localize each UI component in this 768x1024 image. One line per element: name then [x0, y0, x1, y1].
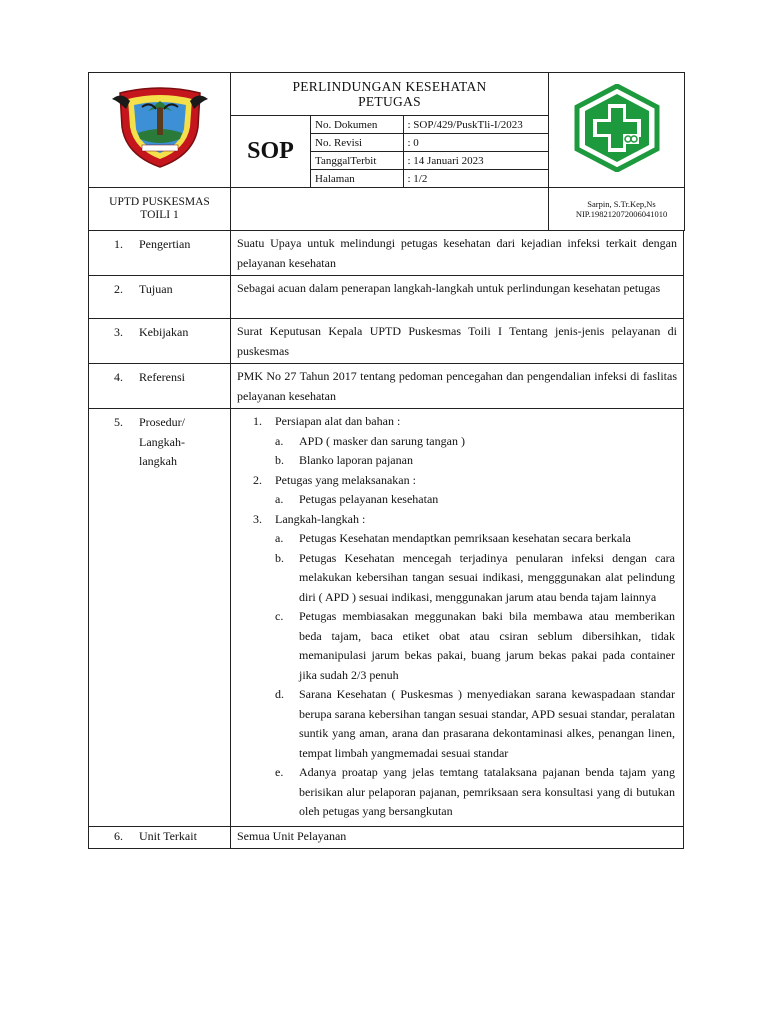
- item-text: Petugas pelayanan kesehatan: [299, 492, 439, 506]
- row-label: [89, 231, 231, 276]
- row-text: PMK No 27 Tahun 2017 tentang pedoman pencegahan dan pengendalian infeksi di faslitas pelayanan kesehatan: [231, 364, 684, 409]
- meta-value: : SOP/429/PuskTli-I/2023: [403, 116, 548, 134]
- document-meta-cell: [311, 116, 549, 188]
- meta-key: Halaman: [311, 170, 403, 188]
- item-marker: b.: [275, 453, 284, 467]
- procedure-label-text: [139, 413, 185, 472]
- sop-label: SOP: [231, 116, 311, 188]
- item-text: Petugas Kesehatan mencegah terjadinya penularan infeksi dengan cara melakukan kebersihan tangan sesuai indikasi, mengggunakan alat pelindung diri ( APD ) sesuai indikasi, menggunakan jarum atau benda tajam lainnya: [299, 550, 675, 604]
- step-number: 1.: [253, 414, 262, 428]
- item-text: Blanko laporan pajanan: [299, 453, 413, 467]
- procedure-row: [89, 409, 684, 827]
- row-text: Semua Unit Pelayanan: [231, 826, 684, 849]
- row-text: Sebagai acuan dalam penerapan langkah-langkah untuk perlindungan kesehatan petugas: [231, 276, 684, 319]
- step-item: [275, 763, 677, 822]
- row-number: 1.: [114, 237, 123, 251]
- meta-row: [311, 152, 548, 170]
- signer-name: Sarpin, S.Tr.Kep,Ns: [587, 199, 656, 209]
- meta-row: [311, 116, 548, 134]
- step-title: Langkah-langkah :: [275, 511, 366, 526]
- regency-crest-logo: [112, 87, 208, 169]
- item-text: Petugas Kesehatan mendaptkan pemriksaan kesehatan secara berkala: [299, 531, 631, 545]
- document-title-line-1: PERLINDUNGAN KESEHATAN: [292, 79, 487, 94]
- row-text: Surat Keputusan Kepala UPTD Puskesmas Toili I Tentang jenis-jenis pelayanan di puskesmas: [231, 319, 684, 364]
- meta-row: [311, 134, 548, 152]
- row-title: Pengertian: [139, 237, 191, 251]
- procedure-step-list: [231, 412, 677, 822]
- meta-value: : 0: [403, 134, 548, 152]
- item-marker: b.: [275, 550, 284, 565]
- item-marker: a.: [275, 492, 284, 506]
- step-number: 2.: [253, 472, 262, 487]
- procedure-label-line-2: Langkah-: [139, 434, 185, 449]
- row-number: 5.: [114, 415, 123, 429]
- document-title-line-2: PETUGAS: [358, 94, 421, 109]
- item-text: APD ( masker dan sarung tangan ): [299, 433, 465, 448]
- signer-nip: NIP.198212072006041010: [575, 209, 668, 219]
- step-item: [275, 685, 677, 763]
- meta-key: No. Revisi: [311, 134, 403, 152]
- row-number: 2.: [114, 282, 123, 296]
- procedure-label: [89, 409, 231, 827]
- document-title: [231, 73, 549, 116]
- step-item: [275, 490, 677, 510]
- organization-line-2: TOILI 1: [140, 209, 179, 221]
- row-label: [89, 319, 231, 364]
- step-number: 3.: [253, 511, 262, 526]
- signature-area: [231, 188, 549, 231]
- meta-key: TanggalTerbit: [311, 152, 403, 170]
- document-meta-table: [311, 116, 548, 187]
- puskesmas-logo: [571, 84, 663, 172]
- content-row: [89, 276, 684, 319]
- row-label: [89, 826, 231, 849]
- meta-row: [311, 170, 548, 188]
- signer-block: [549, 188, 685, 231]
- content-row: [89, 826, 684, 849]
- row-label: [89, 364, 231, 409]
- procedure-step: [231, 412, 677, 471]
- meta-value: : 1/2: [403, 170, 548, 188]
- item-marker: d.: [275, 687, 284, 701]
- sop-content-table: [88, 230, 684, 849]
- item-text: Sarana Kesehatan ( Puskesmas ) menyediakan sarana kewaspadaan standar berupa sarana kebersihan tangan sesuai standar, APD sesuai standar, peralatan suntik yang aman, arana dan prasarana dekontaminasi alkes, penangan linen, tempat limbah yangmemadai sesuai standar: [299, 687, 675, 760]
- step-title: Petugas yang melaksanakan :: [275, 472, 416, 487]
- sop-document: [88, 72, 684, 849]
- item-marker: a.: [275, 531, 284, 545]
- content-row: [89, 231, 684, 276]
- step-items: [275, 529, 677, 822]
- sop-header-table: [88, 72, 685, 231]
- item-text: Adanya proatap yang jelas temtang tatalaksana pajanan benda tajam yang berisikan alur pelaporan pajanan, pemriksaan sera konsultasi yang di butukan oleh petugas yang bersangkutan: [299, 765, 675, 818]
- content-row: [89, 319, 684, 364]
- row-number: 4.: [114, 370, 123, 384]
- organization-name: [89, 188, 231, 231]
- regency-crest-cell: [89, 73, 231, 188]
- item-text: Petugas membiasakan meggunakan baki bila membawa atau memberikan beda tajam, baca etiket obat atau csiran seblum dibersihkan, tidak memanipulasi jarum bekas pakai, buang jarum bekas pakai pada container jika sudah 2/3 penuh: [299, 609, 675, 682]
- procedure-step: [231, 471, 677, 510]
- row-number: 6.: [114, 828, 123, 843]
- procedure-step: [231, 510, 677, 822]
- meta-value: : 14 Januari 2023: [403, 152, 548, 170]
- step-item: [275, 529, 677, 549]
- procedure-label-line-1: Prosedur/: [139, 415, 185, 429]
- procedure-label-line-3: langkah: [139, 454, 177, 468]
- item-marker: c.: [275, 609, 284, 623]
- step-items: [275, 490, 677, 510]
- row-label: [89, 276, 231, 319]
- row-title: Tujuan: [139, 282, 173, 296]
- step-items: [275, 432, 677, 471]
- step-item: [275, 549, 677, 608]
- row-title: Unit Terkait: [139, 828, 197, 843]
- item-marker: a.: [275, 433, 284, 448]
- step-item: [275, 607, 677, 685]
- row-title: Referensi: [139, 370, 185, 384]
- row-title: Kebijakan: [139, 325, 189, 339]
- row-text: Suatu Upaya untuk melindungi petugas kesehatan dari kejadian infeksi terkait dengan pelayanan kesehatan: [231, 231, 684, 276]
- step-item: [275, 432, 677, 452]
- puskesmas-logo-cell: [549, 73, 685, 188]
- row-number: 3.: [114, 325, 123, 339]
- meta-key: No. Dokumen: [311, 116, 403, 134]
- organization-line-1: UPTD PUSKESMAS: [109, 196, 210, 208]
- step-item: [275, 451, 677, 471]
- content-row: [89, 364, 684, 409]
- step-title: Persiapan alat dan bahan :: [275, 414, 401, 428]
- item-marker: e.: [275, 765, 284, 779]
- procedure-steps: [231, 409, 684, 827]
